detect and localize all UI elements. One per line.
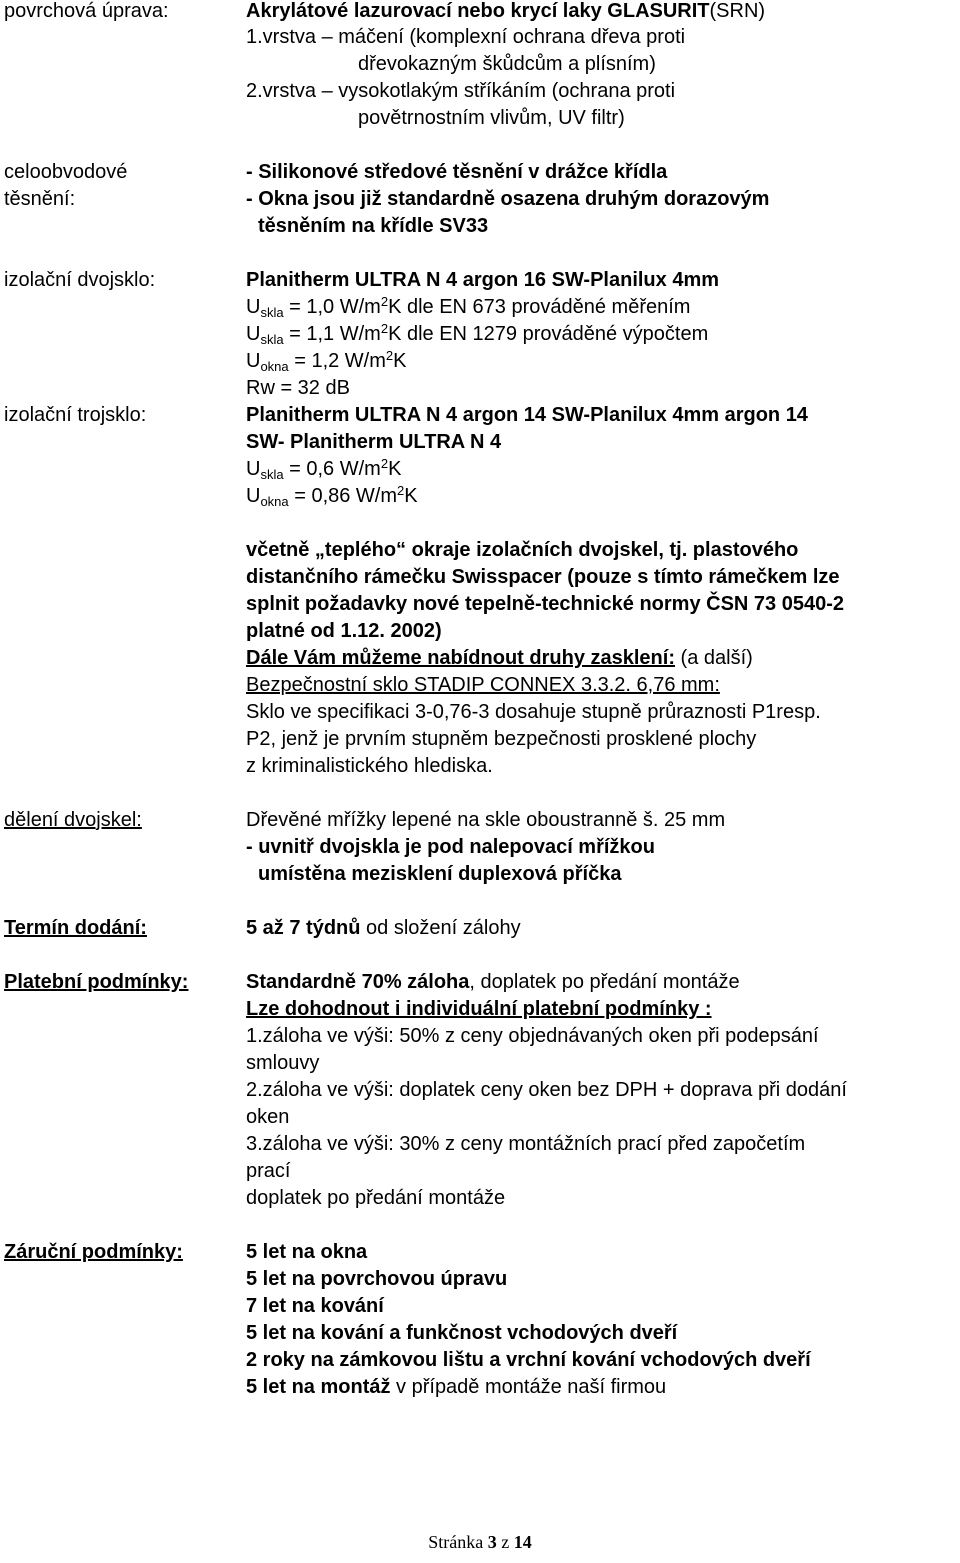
dale-tail: (a další)	[674, 647, 753, 669]
dvojsklo-u-skla-vypocet	[246, 321, 708, 348]
okraj-line-2: distančního rámečku Swisspacer (pouze s tímto rámečkem lze	[246, 566, 840, 588]
unit-superscript: 2	[380, 456, 389, 471]
u-symbol: U	[246, 458, 261, 480]
zaruka-zamkova-lista: 2 roky na zámkovou lištu a vrchní kování vchodových dveří	[246, 1349, 811, 1371]
u-value-tail: K	[388, 458, 402, 480]
u-subscript: skla	[260, 305, 284, 320]
u-value: = 1,2 W/m	[288, 350, 386, 372]
trojsklo-title-1: Planitherm ULTRA N 4 argon 14 SW-Planilux 4mm argon 14	[246, 404, 808, 426]
zaruka-montaz	[246, 1374, 666, 1401]
platebni-bold: Standardně 70% záloha	[246, 971, 470, 993]
zaloha-2-line-2: oken	[246, 1106, 290, 1128]
trojsklo-title-2: SW- Planitherm ULTRA N 4	[246, 431, 502, 453]
povrch-line-1	[246, 0, 765, 25]
u-value: = 0,86 W/m	[288, 485, 398, 507]
okraj-line-4: platné od 1.12. 2002)	[246, 620, 442, 642]
footer-page-total: 14	[513, 1532, 532, 1552]
label-platebni-podminky: Platební podmínky:	[4, 971, 189, 993]
zaruka-kovani: 7 let na kování	[246, 1295, 384, 1317]
unit-superscript: 2	[385, 348, 394, 363]
termin-rest: od složení zálohy	[360, 917, 521, 939]
label-tesneni: těsnění:	[4, 188, 76, 210]
platebni-line-1	[246, 969, 740, 996]
dale-zasklení	[246, 645, 753, 672]
label-izolacni-dvojsklo: izolační dvojsklo:	[4, 269, 156, 291]
zaruka-montaz-bold: 5 let na montáž	[246, 1376, 391, 1398]
u-symbol: U	[246, 485, 261, 507]
u-symbol: U	[246, 296, 261, 318]
label-zarucni-podminky: Záruční podmínky:	[4, 1241, 183, 1263]
unit-superscript: 2	[380, 321, 389, 336]
zaloha-3-line-2: prací	[246, 1160, 291, 1182]
okraj-line-3: splnit požadavky nové tepelně-technické normy ČSN 73 0540-2	[246, 593, 844, 615]
footer-page-number: 3	[487, 1532, 497, 1552]
zaruka-vchodove-dvere: 5 let na kování a funkčnost vchodových dveří	[246, 1322, 678, 1344]
u-subscript: skla	[260, 467, 284, 482]
tesneni-line-1: - Silikonové středové těsnění v drážce křídla	[246, 161, 668, 183]
okraj-line-1: včetně „teplého“ okraje izolačních dvojskel, tj. plastového	[246, 539, 799, 561]
bezpecnostni-sklo: Bezpečnostní sklo STADIP CONNEX 3.3.2. 6,76 mm:	[246, 674, 720, 696]
povrch-line-5: povětrnostním vlivům, UV filtr)	[358, 107, 625, 129]
povrch-line-1-bold: Akrylátové lazurovací nebo krycí laky GLASURIT	[246, 0, 710, 22]
label-izolacni-trojsklo: izolační trojsklo:	[4, 404, 147, 426]
povrch-line-1-suffix: (SRN)	[709, 0, 766, 22]
label-povrchova-uprava: povrchová úprava:	[4, 0, 169, 22]
zaloha-1-line-1: 1.záloha ve výši: 50% z ceny objednávaných oken při podepsání	[246, 1025, 819, 1047]
page-footer	[0, 1530, 960, 1554]
trojsklo-u-skla	[246, 456, 401, 483]
povrch-line-2: 1.vrstva – máčení (komplexní ochrana dřeva proti	[246, 26, 686, 48]
u-value: = 1,1 W/m	[283, 323, 381, 345]
dvojsklo-rw: Rw = 32 dB	[246, 377, 350, 399]
povrch-line-4: 2.vrstva – vysokotlakým stříkáním (ochrana proti	[246, 80, 676, 102]
u-symbol: U	[246, 350, 261, 372]
deleni-line-2: - uvnitř dvojskla je pod nalepovací mřížkou	[246, 836, 655, 858]
termin-bold: 5 až 7 týdnů	[246, 917, 361, 939]
deleni-line-3: umístěna mezisklení duplexová příčka	[258, 863, 622, 885]
okraj-line-7: Sklo ve specifikaci 3-0,76-3 dosahuje stupně průraznosti P1resp.	[246, 701, 821, 723]
unit-superscript: 2	[380, 294, 389, 309]
label-termin-dodani: Termín dodání:	[4, 917, 147, 939]
label-celoobvodove: celoobvodové	[4, 161, 128, 183]
u-value-tail: K	[393, 350, 407, 372]
footer-mid: z	[496, 1532, 514, 1552]
platebni-rest: , doplatek po předání montáže	[469, 971, 740, 993]
dvojsklo-u-okna	[246, 348, 406, 375]
zaloha-3-line-1: 3.záloha ve výši: 30% z ceny montážních prací před započetím	[246, 1133, 806, 1155]
u-value: = 0,6 W/m	[283, 458, 381, 480]
tesneni-line-3: těsněním na křídle SV33	[258, 215, 489, 237]
dvojsklo-title: Planitherm ULTRA N 4 argon 16 SW-Planilux 4mm	[246, 269, 720, 291]
platebni-dohoda: Lze dohodnout i individuální platební podmínky :	[246, 998, 712, 1020]
u-value: = 1,0 W/m	[283, 296, 381, 318]
unit-superscript: 2	[397, 483, 405, 498]
termin-line	[246, 915, 521, 942]
zaloha-1-line-2: smlouvy	[246, 1052, 320, 1074]
trojsklo-u-okna	[246, 483, 418, 510]
u-value-tail: K dle EN 673 prováděné měřením	[388, 296, 691, 318]
u-subscript: okna	[260, 494, 289, 509]
okraj-line-9: z kriminalistického hlediska.	[246, 755, 493, 777]
povrch-line-3: dřevokazným škůdcům a plísním)	[358, 53, 656, 75]
tesneni-line-2: - Okna jsou již standardně osazena druhým dorazovým	[246, 188, 770, 210]
u-symbol: U	[246, 323, 261, 345]
u-value-tail: K dle EN 1279 prováděné výpočtem	[388, 323, 709, 345]
doplatek-line: doplatek po předání montáže	[246, 1187, 506, 1209]
label-deleni-dvojskel: dělení dvojskel:	[4, 809, 142, 831]
zaloha-2-line-1: 2.záloha ve výši: doplatek ceny oken bez DPH + doprava při dodání	[246, 1079, 847, 1101]
footer-prefix: Stránka	[428, 1532, 488, 1552]
u-value-tail: K	[404, 485, 418, 507]
u-subscript: okna	[260, 359, 289, 374]
zaruka-povrchova-uprava: 5 let na povrchovou úpravu	[246, 1268, 508, 1290]
zaruka-montaz-rest: v případě montáže naší firmou	[390, 1376, 667, 1398]
dvojsklo-u-skla-mereni	[246, 294, 690, 321]
u-subscript: skla	[260, 332, 284, 347]
dale-heading: Dále Vám můžeme nabídnout druhy zasklení:	[246, 647, 675, 669]
deleni-line-1: Dřevěné mřížky lepené na skle oboustranně š. 25 mm	[246, 809, 726, 831]
zaruka-okna: 5 let na okna	[246, 1241, 368, 1263]
okraj-line-8: P2, jenž je prvním stupněm bezpečnosti prosklené plochy	[246, 728, 757, 750]
